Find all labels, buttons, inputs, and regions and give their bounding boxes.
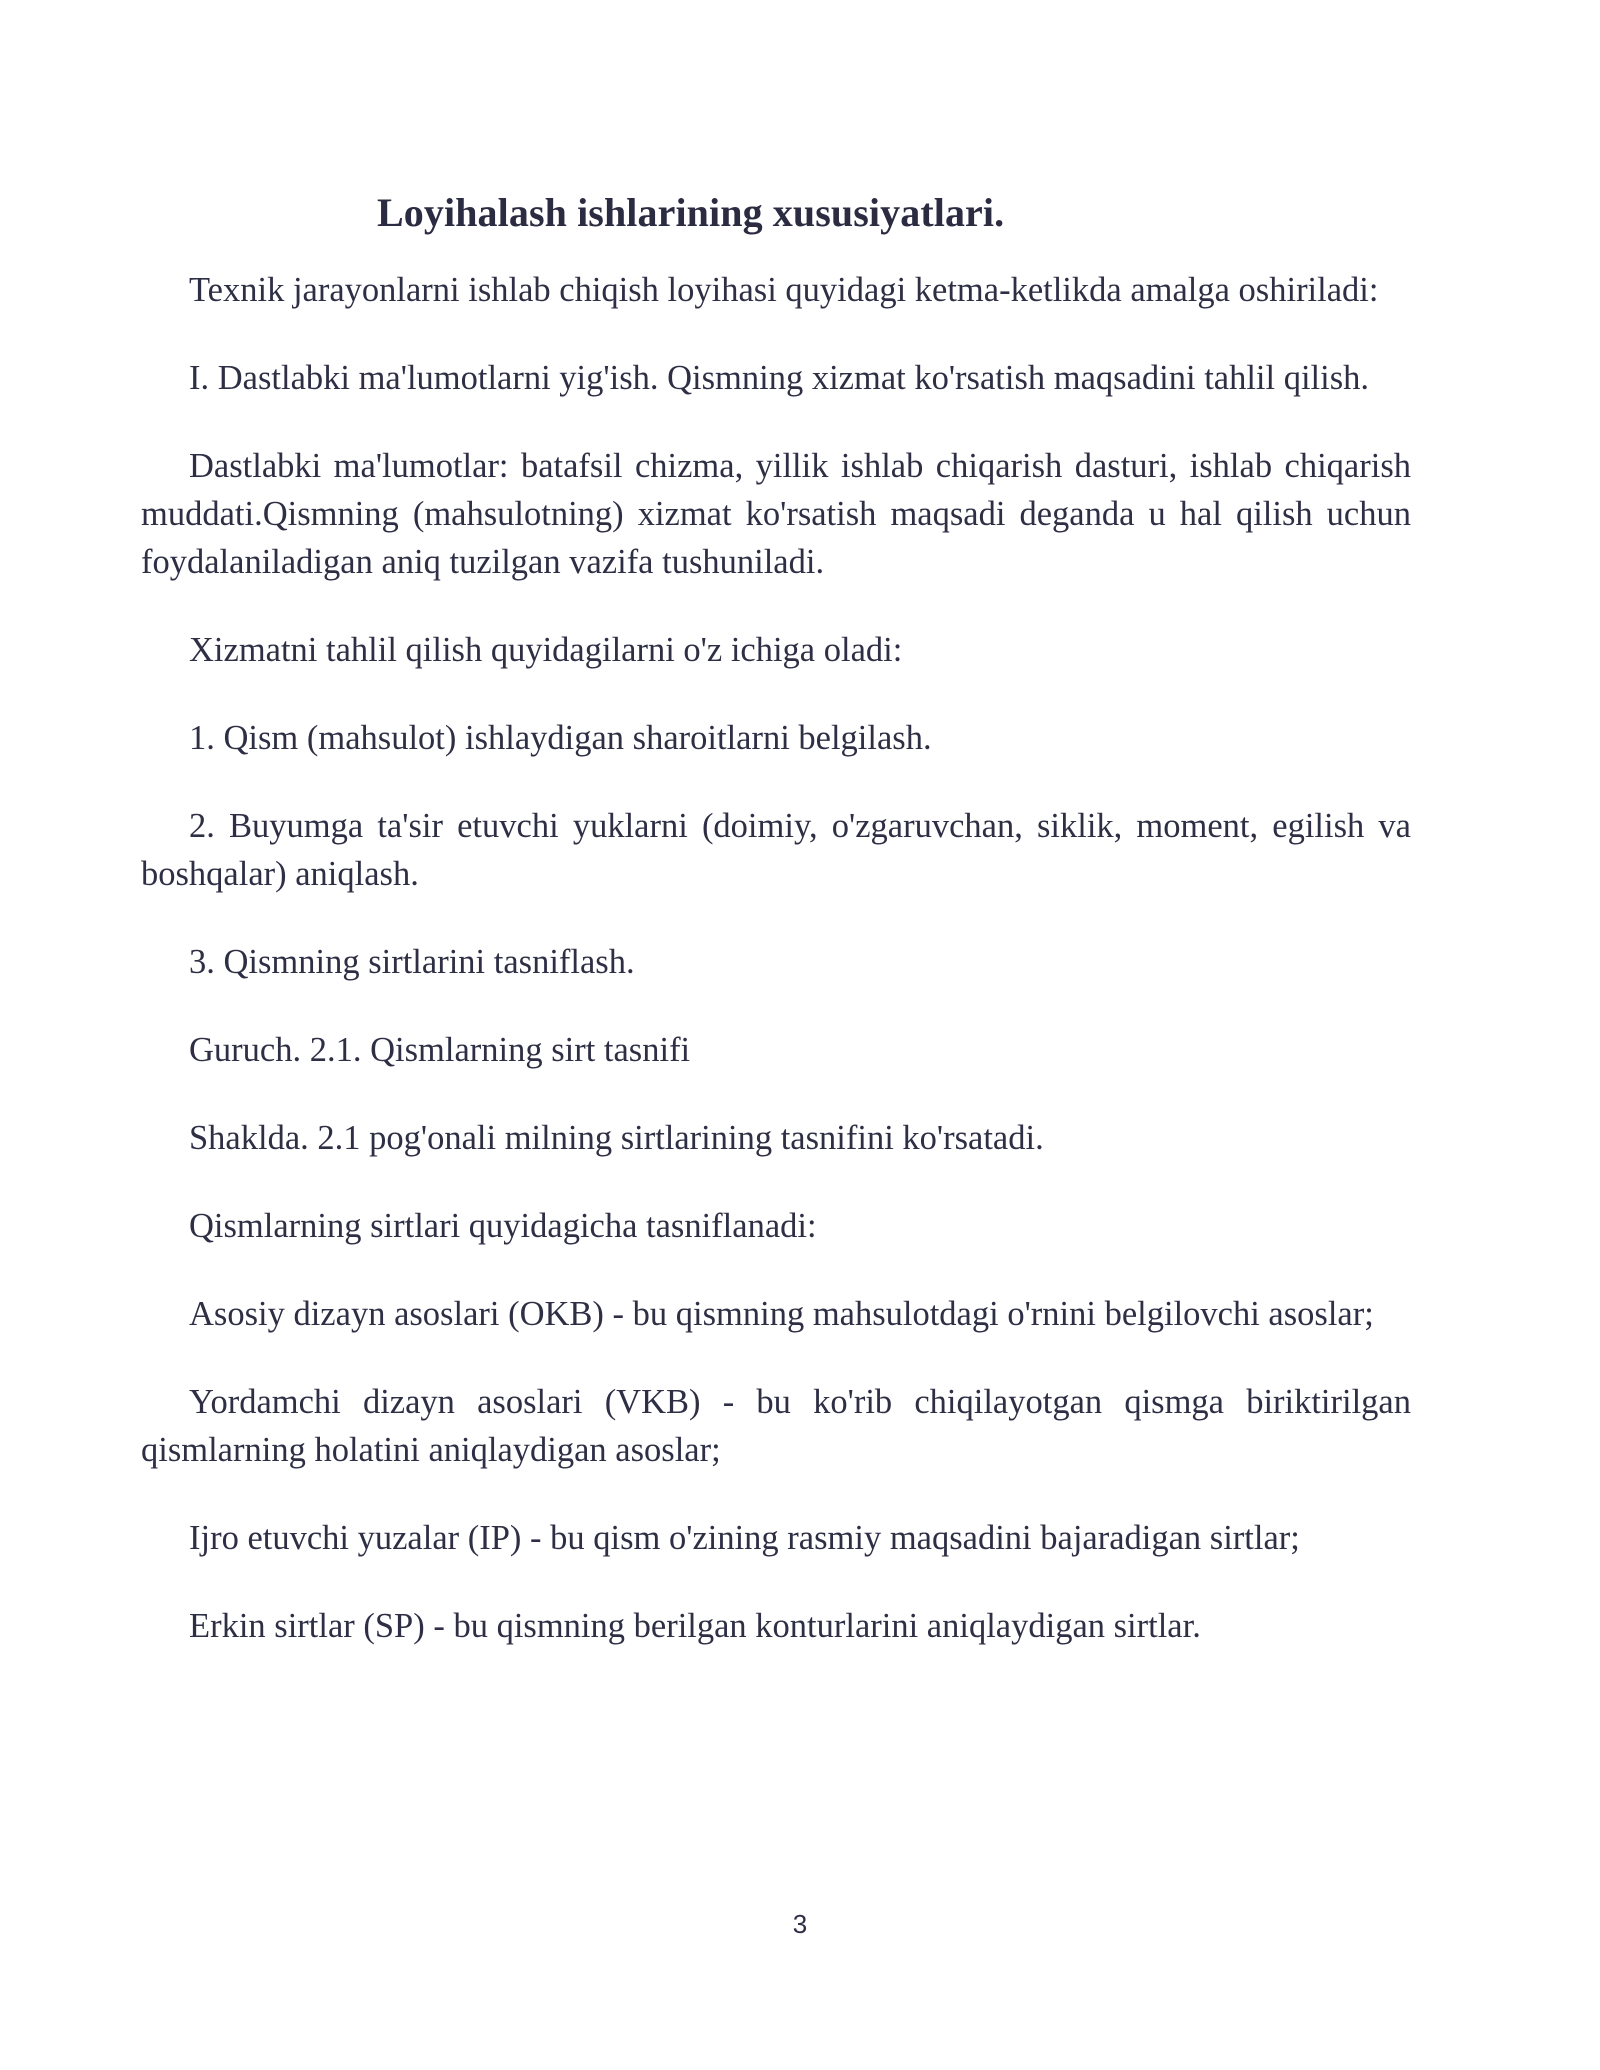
list-item-surfaces: 3. Qismning sirtlarini tasniflash. <box>189 943 635 981</box>
paragraph-ip: Ijro etuvchi yuzalar (IP) - bu qism o'zining rasmiy maqsadini bajaradigan sirtlar; <box>189 1519 1300 1557</box>
paragraph-initial-data: Dastlabki ma'lumotlar: batafsil chizma, yillik ishlab chiqarish dasturi, ishlab chiqarish muddati.Qismning (mahsulotning) xizmat ko'rsatish maqsadi deganda u hal qilish uchun foydalaniladigan aniq tuzilgan vazifa tushuniladi. <box>141 447 1411 581</box>
paragraph-vkb: Yordamchi dizayn asoslari (VKB) - bu ko'rib chiqilayotgan qismga biriktirilgan qismlarning holatini aniqlaydigan asoslar; <box>141 1383 1411 1469</box>
paragraph-step-one: I. Dastlabki ma'lumotlarni yig'ish. Qismning xizmat ko'rsatish maqsadini tahlil qilish. <box>189 359 1370 397</box>
page-title: Loyihalash ishlarining xususiyatlari. <box>377 190 1005 235</box>
paragraph-classification-intro: Qismlarning sirtlari quyidagicha tasniflanadi: <box>189 1207 817 1245</box>
paragraph-figure-reference: Shaklda. 2.1 pog'onali milning sirtlarining tasnifini ko'rsatadi. <box>189 1119 1044 1157</box>
paragraph-intro: Texnik jarayonlarni ishlab chiqish loyihasi quyidagi ketma-ketlikda amalga oshiriladi: <box>189 271 1379 309</box>
paragraph-sp: Erkin sirtlar (SP) - bu qismning berilgan konturlarini aniqlaydigan sirtlar. <box>189 1607 1201 1645</box>
paragraph-okb: Asosiy dizayn asoslari (OKB) - bu qismning mahsulotdagi o'rnini belgilovchi asoslar; <box>189 1295 1374 1333</box>
figure-caption: Guruch. 2.1. Qismlarning sirt tasnifi <box>189 1031 691 1069</box>
paragraph-service-analysis: Xizmatni tahlil qilish quyidagilarni o'z ichiga oladi: <box>189 631 903 669</box>
page-content <box>141 186 1411 1690</box>
list-item-conditions: 1. Qism (mahsulot) ishlaydigan sharoitlarni belgilash. <box>189 719 932 757</box>
list-item-loads: 2. Buyumga ta'sir etuvchi yuklarni (doimiy, o'zgaruvchan, siklik, moment, egilish va boshqalar) aniqlash. <box>141 807 1411 893</box>
page-number: 3 <box>792 1909 808 1939</box>
